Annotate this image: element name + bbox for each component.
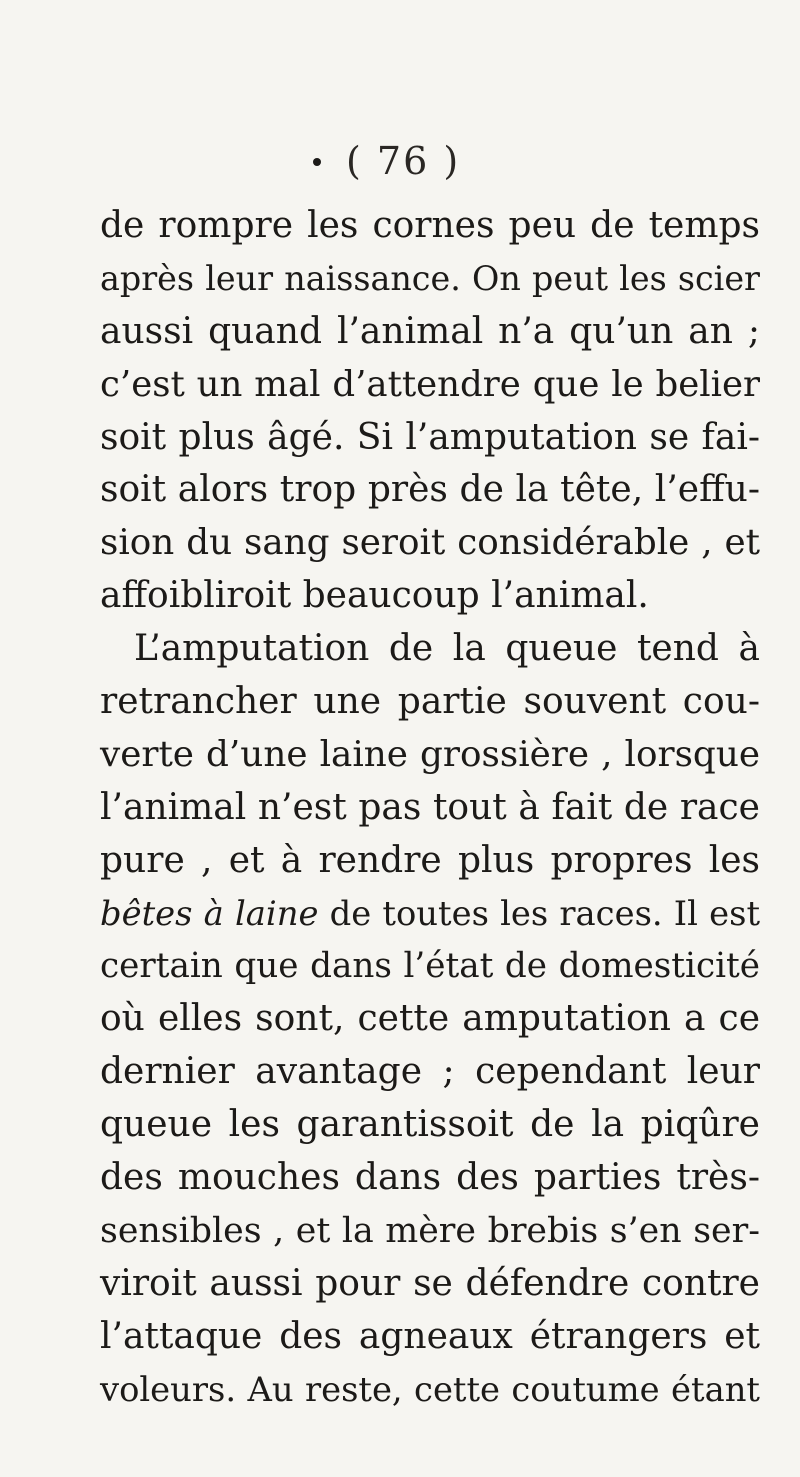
text-line-14 [100,888,760,941]
text-line-18: queue les garantissoit de la piqûre [100,1104,760,1146]
text-line-16: où elles sont, cette amputation a ce [100,998,760,1040]
text-line-5: soit plus âgé. Si l’amputation se fai- [100,416,760,458]
text-line-19: des mouches dans des parties très- [100,1157,760,1199]
text-line-23: voleurs. Au reste, cette coutume étant [100,1369,760,1409]
text-line-9: L’amputation de la queue tend à [134,628,760,670]
text-line-3: aussi quand l’animal n’a qu’un an ; [100,310,760,352]
text-line-22: l’attaque des agneaux étrangers et [100,1315,760,1357]
text-line-21: viroit aussi pour se défendre contre [100,1262,760,1304]
text-line-7: sion du sang seroit considérable , et [100,522,760,564]
text-line-17: dernier avantage ; cependant leur [100,1051,760,1093]
page-body-text [100,200,760,1416]
text-line-12: l’animal n’est pas tout à fait de race [100,786,760,828]
page-header [0,136,800,186]
text-line-14-rest: de toutes les races. Il est [329,893,761,933]
text-line-8: affoibliroit beaucoup l’animal. [100,575,649,617]
italic-phrase: bêtes à laine [100,893,319,933]
page-number: ( 76 ) [346,139,461,183]
text-line-13: pure , et à rendre plus propres les [100,839,760,881]
text-line-6: soit alors trop près de la tête, l’effu- [100,469,760,511]
text-line-10: retrancher une partie souvent cou- [100,681,760,723]
text-line-11: verte d’une laine grossière , lorsque [100,733,760,775]
text-line-15: certain que dans l’état de domesticité [100,946,760,987]
text-line-2: après leur naissance. On peut les scier [100,258,760,298]
text-line-1: de rompre les cornes peu de temps [100,205,760,246]
text-line-20: sensibles , et la mère brebis s’en ser- [100,1210,760,1251]
text-line-4: c’est un mal d’attendre que le belier [100,363,760,405]
bullet-dot-icon [313,158,321,166]
